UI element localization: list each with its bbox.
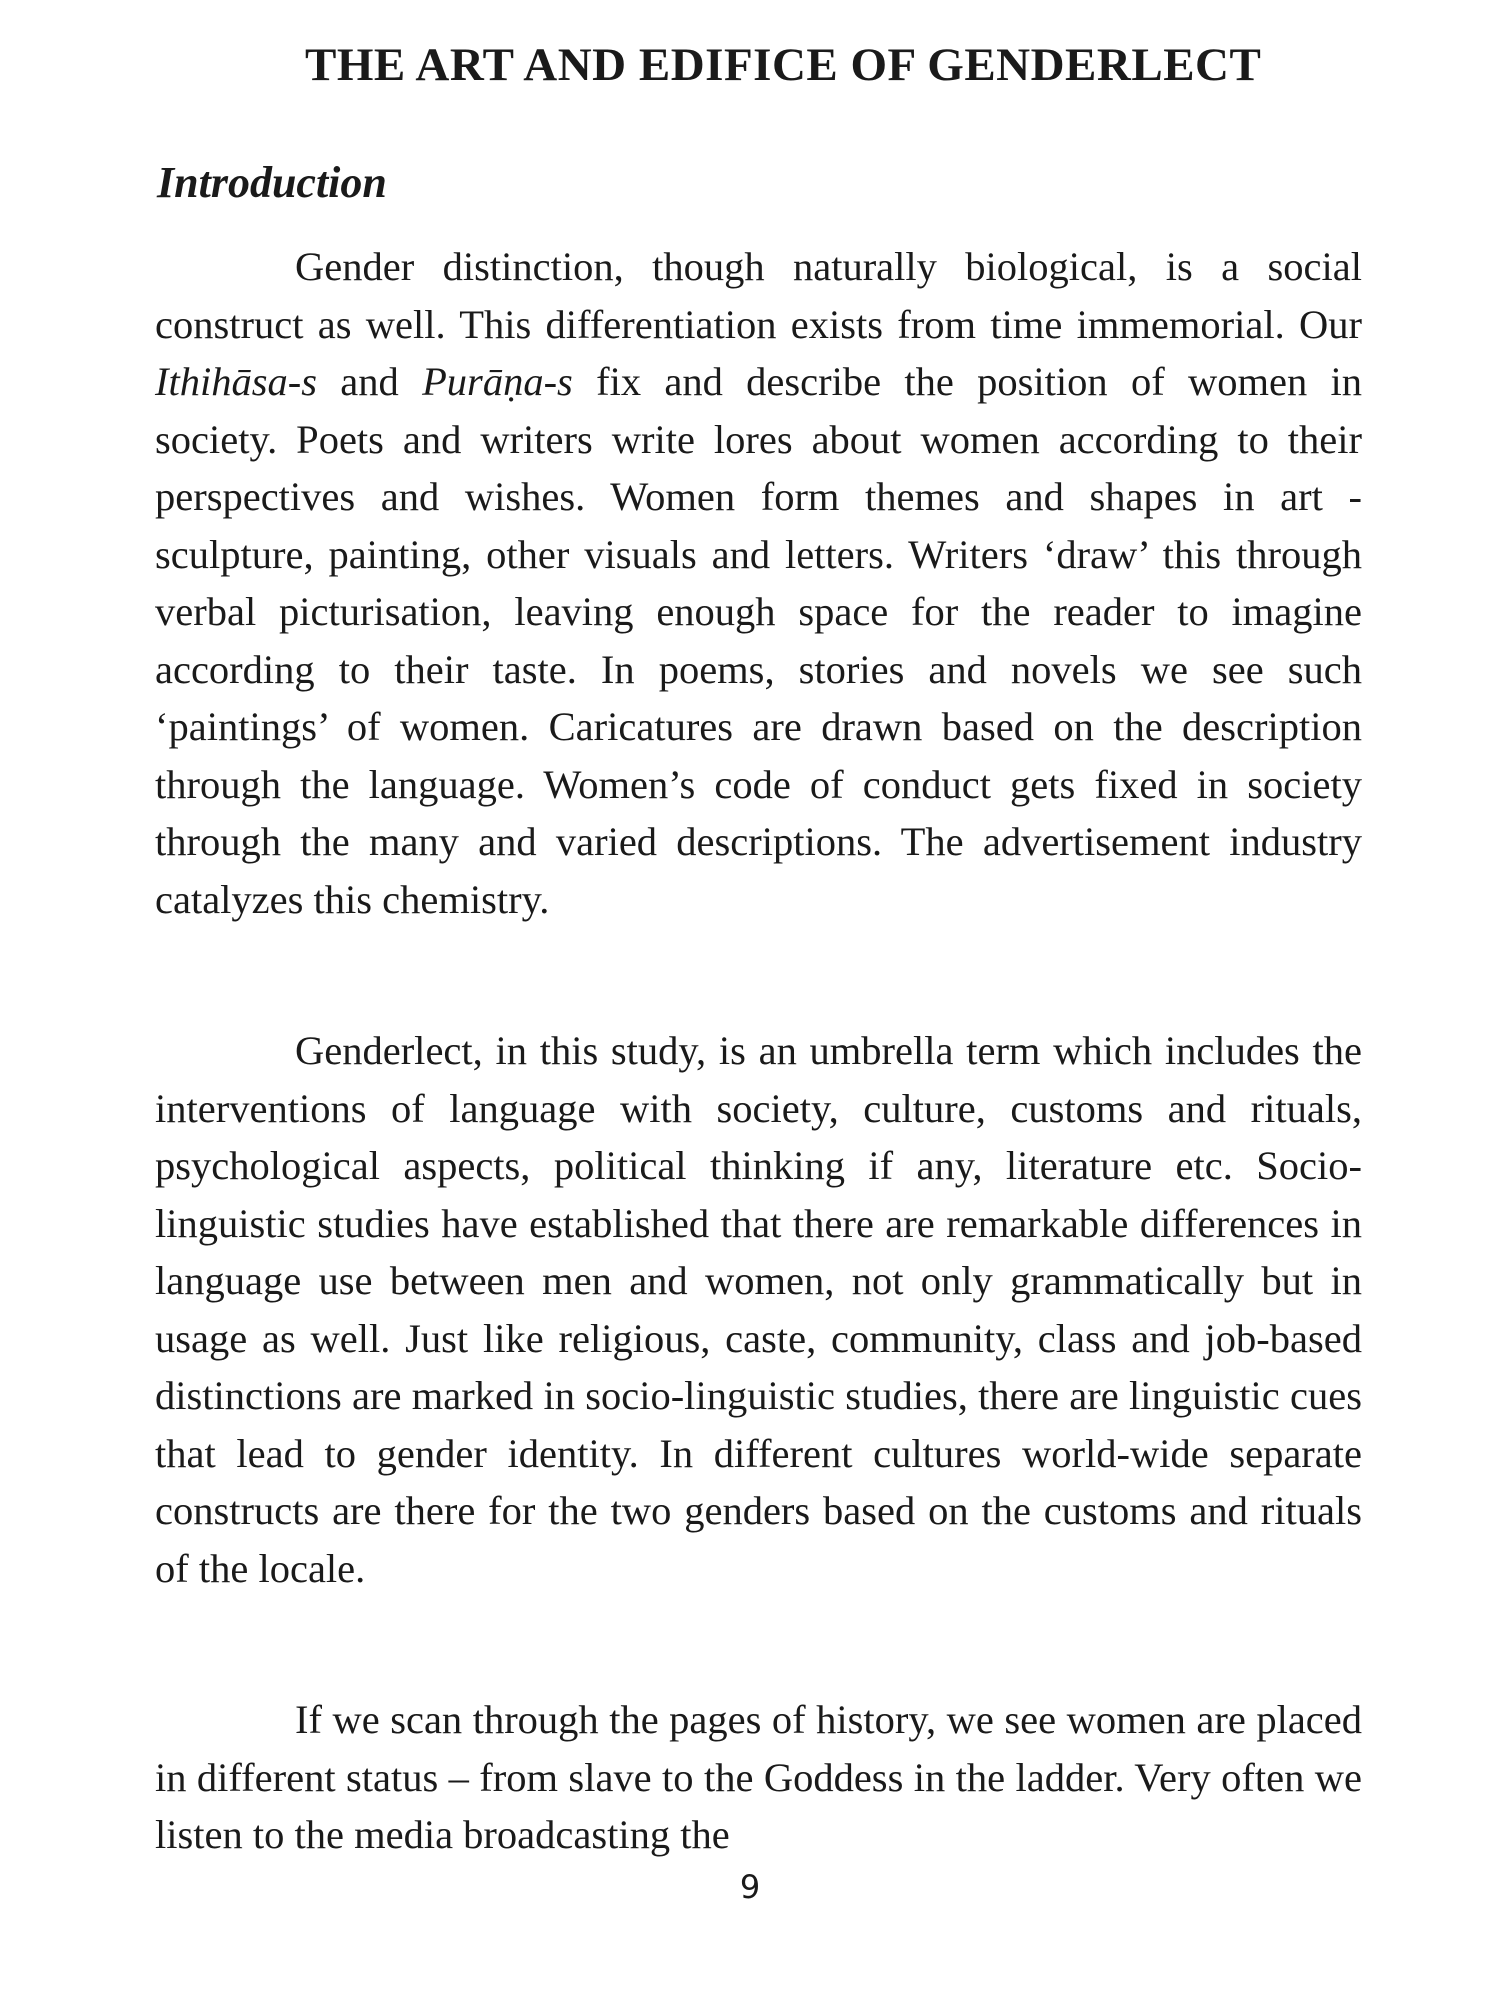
body-text-block-1 [155,238,1362,928]
paragraph-1 [155,238,1362,928]
body-text-block-2 [155,1022,1362,1597]
term-purana: Purāṇa-s [422,359,573,404]
section-heading: Introduction [157,158,387,207]
paragraph-1-text-c: fix and describe the position of women in society. Poets and writers write lores about women according to their perspectives and wishes. Women form themes and shapes in art - sculpture, painting, other visuals and letters. Writers ‘draw’ this through verbal picturisation, leaving enough space for the reader to imagine according to their taste. In poems, stories and novels we see such ‘paintings’ of women. Caricatures are drawn based on the description through the language. Women’s code of conduct gets fixed in society through the many and varied descriptions. The advertisement industry catalyzes this chemistry. [155,359,1362,922]
paragraph-3: If we scan through the pages of history, we see women are placed in different status – from slave to the Goddess in the ladder. Very often we listen to the media broadcasting the [155,1697,1362,1857]
body-text-block-3 [155,1691,1362,1864]
paragraph-2: Genderlect, in this study, is an umbrella term which includes the interventions of language with society, culture, customs and rituals, psychological aspects, political thinking if any, literature etc. Socio-linguistic studies have established that there are remarkable differences in language use between men and women, not only grammatically but in usage as well. Just like religious, caste, community, class and job-based distinctions are marked in socio-linguistic studies, there are linguistic cues that lead to gender identity. In different cultures world-wide separate constructs are there for the two genders based on the customs and rituals of the locale. [155,1028,1362,1591]
paragraph-1-text-b: and [317,359,423,404]
chapter-title: THE ART AND EDIFICE OF GENDERLECT [305,39,1262,91]
page-number: 9 [739,1868,761,1906]
paragraph-1-text-a: Gender distinction, though naturally biological, is a social construct as well. This differentiation exists from time immemorial. Our [155,244,1362,347]
term-ithihasa: Ithihāsa-s [155,359,317,404]
